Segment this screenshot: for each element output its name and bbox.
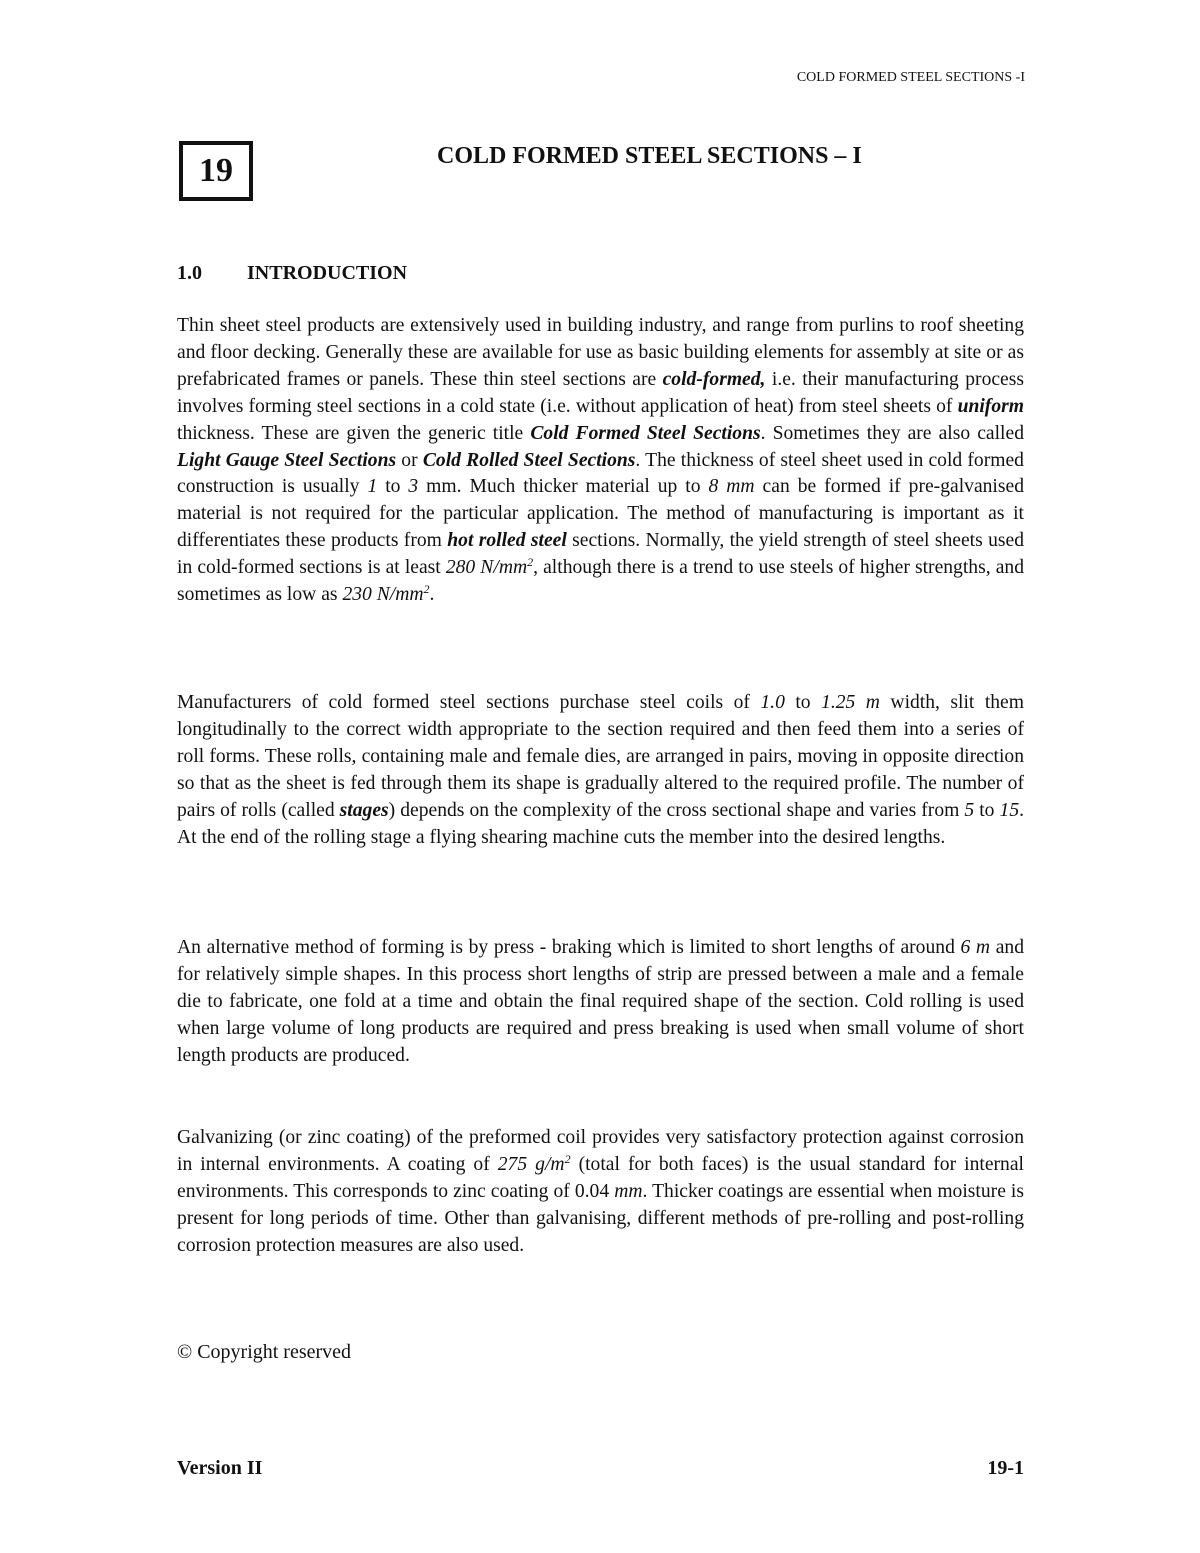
italic-value: 280 N/mm (445, 557, 528, 579)
text-run: Galvanizing (or zinc coating) of the preformed coil provides very satisfactory protection against corrosion in internal environments. A coating of (177, 1127, 1024, 1175)
italic-value: 1.25 m (821, 692, 880, 713)
section-title: INTRODUCTION (247, 262, 408, 284)
section-heading (177, 262, 407, 285)
section-number: 1.0 (177, 262, 202, 284)
text-run: An alternative method of forming is by press - braking which is limited to short lengths of around (177, 937, 961, 958)
text-run: . At the end of the rolling stage a flying shearing machine cuts the member into the desired lengths. (177, 799, 1025, 848)
text-run: and for relatively simple shapes. In this process short lengths of strip are pressed between a male and a female die to fabricate, one fold at a time and obtain the final required shape of the section. Cold rolling is used when large volume of long products are required and press breaking is used when small volume of short length products are produced. (177, 937, 1024, 1066)
paragraph-manufacturing (177, 690, 1024, 851)
chapter-title: COLD FORMED STEEL SECTIONS – I (437, 143, 862, 169)
italic-value: 1.0 (760, 692, 785, 713)
emphasis-term: hot rolled steel (447, 530, 567, 552)
text-run: Manufacturers of cold formed steel sections purchase steel coils of (177, 692, 761, 713)
italic-value: 15 (999, 799, 1020, 821)
italic-value: 275 g/m (497, 1153, 565, 1175)
italic-value: 230 N/mm (342, 584, 424, 606)
text-run: . Thicker coatings are essential when moisture is present for long periods of time. Other than galvanising, different methods of pre-rolling and post-rolling corrosion protection measures are also used. (177, 1180, 1024, 1256)
chapter-number: 19 (199, 152, 233, 189)
italic-value: 1 (367, 476, 378, 498)
text-run: can be formed if pre-galvanised material is not required for the particular application. The method of manufacturing is important as it differentiates these products from (177, 476, 1024, 552)
text-run: width, slit them longitudinally to the correct width appropriate to the section required and then feed them into a series of roll forms. These rolls, containing male and female dies, are arranged in pairs, moving in opposite direction so that as the sheet is fed through them its shape is gradually altered to the required profile. The number of pairs of rolls (called (177, 692, 1024, 821)
text-run: to (377, 476, 409, 498)
emphasis-term: uniform (957, 395, 1024, 417)
text-run: or (396, 449, 423, 471)
emphasis-term: stages (339, 799, 389, 821)
text-run: to (974, 799, 1000, 821)
italic-value: 8 mm (708, 476, 755, 498)
paragraph-introduction (177, 313, 1024, 609)
text-run: ) depends on the complexity of the cross sectional shape and varies from (388, 799, 965, 821)
italic-value: 3 (408, 476, 419, 498)
paragraph-galvanizing (177, 1125, 1024, 1260)
superscript: 2 (564, 1151, 571, 1166)
text-run: i.e. their manufacturing process involves forming steel sections in a cold state (i.e. without application of heat) from steel sheets of (177, 368, 1025, 417)
footer-page-number: 19-1 (987, 1457, 1024, 1479)
emphasis-term: Cold Rolled Steel Sections (422, 449, 636, 471)
copyright-notice: © Copyright reserved (177, 1341, 352, 1363)
text-run: mm. Much thicker material up to (418, 476, 709, 498)
text-run: . The thickness of steel sheet used in cold formed construction is usually (177, 449, 1024, 498)
emphasis-term: cold-formed, (662, 368, 766, 390)
text-run: thickness. These are given the generic title (177, 422, 531, 444)
chapter-number-box (179, 141, 253, 201)
text-run: (total for both faces) is the usual standard for internal environments. This corresponds to zinc coating of 0.04 (177, 1153, 1024, 1202)
italic-value: 6 m (960, 937, 991, 958)
emphasis-term: Cold Formed Steel Sections (530, 422, 761, 444)
text-run: sections. Normally, the yield strength of steel sheets used in cold-formed sections is at least (177, 530, 1024, 579)
superscript: 2 (423, 582, 430, 597)
italic-value: mm (614, 1180, 643, 1202)
paragraph-press-braking (177, 935, 1024, 1070)
text-run: . (429, 584, 435, 606)
text-run: Thin sheet steel products are extensively used in building industry, and range from purlins to roof sheeting and floor decking. Generally these are available for use as basic building elements for assembly at site or as prefabricated frames or panels. These thin steel sections are (177, 315, 1024, 390)
italic-value: 5 (964, 799, 975, 821)
superscript: 2 (527, 555, 534, 570)
text-run: . Sometimes they are also called (760, 422, 1024, 444)
text-run: to (784, 692, 822, 713)
footer-version: Version II (177, 1457, 263, 1479)
emphasis-term: Light Gauge Steel Sections (177, 449, 397, 471)
running-header: COLD FORMED STEEL SECTIONS -I (796, 70, 1025, 85)
text-run: , although there is a trend to use steels of higher strengths, and sometimes as low as (177, 557, 1024, 606)
